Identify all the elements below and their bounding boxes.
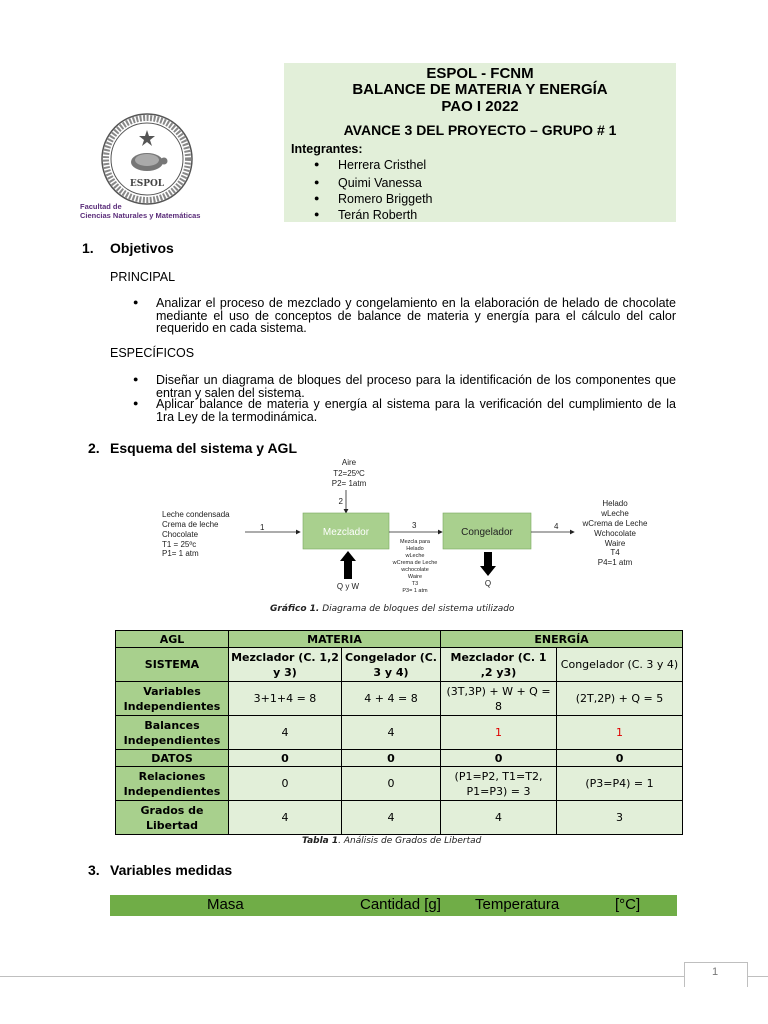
outlet-line: P4=1 atm [597,558,633,567]
table-cell: 4 [342,801,441,835]
heat-output-arrow-shaft [484,552,492,566]
table-cell: 0 [342,750,441,767]
inlet-line: Crema de leche [162,520,219,529]
section-title: Objetivos [110,240,174,256]
table-cell: 0 [229,750,342,767]
section-1-heading [0,240,768,258]
bullet-icon: ● [314,177,320,187]
project-title: AVANCE 3 DEL PROYECTO – GRUPO # 1 [343,122,617,138]
column-header-temperatura: Temperatura [475,896,560,913]
freezer-label: Congelador [461,527,513,538]
row-label: Variables Independientes [116,682,229,716]
principal-label: PRINCIPAL [110,270,176,284]
bullet-icon: ● [314,159,320,169]
members-label: Integrantes: [291,142,363,156]
inlet-line: P1= 1 atm [162,549,199,558]
outlet-line: wLeche [601,509,629,518]
table-cell: (P3=P4) = 1 [557,767,683,801]
table-cell: (P1=P2, T1=T2, P1=P3) = 3 [441,767,557,801]
section-number: 1. [82,240,94,256]
row-label: Balances Independientes [116,716,229,750]
stream-3-number: 3 [412,521,417,530]
mix-line: Helado [406,546,424,552]
outlet-line: Wchocolate [594,529,636,538]
institution-title: ESPOL - FCNM [426,65,534,82]
bullet-icon: ● [133,374,139,384]
stream-4-number: 4 [554,522,559,531]
table-cell: 0 [342,767,441,801]
caption-bold: Gráfico 1. [270,604,320,614]
header-box [284,63,676,222]
block-diagram [150,455,670,600]
table-cell: 1 [441,716,557,750]
mix-line: T3 [411,581,419,587]
table-cell: 3+1+4 = 8 [229,682,342,716]
table-cell: 4 [229,716,342,750]
section-title: Esquema del sistema y AGL [110,440,297,456]
column-header-unit: [°C] [615,896,641,913]
principal-objective: Analizar el proceso de mezclado y congelamiento en la elaboración de helado de chocolate mediante el uso de conceptos de balance de materia y energía para el cálculo del calor requerido en cada sistema. [156,296,676,335]
faculty-name-line2: Ciencias Naturales y Matemáticas [80,211,201,220]
table-cell: 4 [229,801,342,835]
header-cell-energia: ENERGÍA [441,631,683,648]
table-row [116,767,683,801]
mix-line: wchocolate [401,567,429,573]
page-number: 1 [711,966,719,978]
header-cell-agl: AGL [116,631,229,648]
air-pressure: P2= 1atm [331,479,367,488]
bullet-icon: ● [133,297,139,307]
section-number: 2. [88,440,100,456]
table-cell: 1 [557,716,683,750]
table-row [116,716,683,750]
table-row [116,682,683,716]
especificos-label: ESPECÍFICOS [110,346,195,360]
air-temp: T2=25ºC [333,469,365,478]
bullet-icon: ● [314,209,320,219]
table-cell: 4 + 4 = 8 [342,682,441,716]
inlet-line: Leche condensada [162,510,230,519]
mix-line: P3= 1 atm [402,588,428,594]
air-label: Aire [341,458,357,467]
heat-output-arrow-icon [480,566,496,576]
system-cell: Mezclador (C. 1 ,2 y3) [441,648,557,682]
agl-table [115,630,683,835]
table-caption [302,836,481,846]
outlet-line: wCrema de Leche [582,519,648,528]
seal-text: ESPOL [129,179,165,189]
table-cell: 4 [342,716,441,750]
table-cell: (3T,3P) + W + Q = 8 [441,682,557,716]
mix-line: wLeche [405,553,425,559]
caption-bold: Tabla 1 [302,836,339,846]
caption-text: Diagrama de bloques del sistema utilizado [319,604,515,614]
member-item: Quimi Vanessa [338,176,422,190]
member-item: Terán Roberth [338,208,418,222]
row-label: DATOS [116,750,229,767]
row-label: Relaciones Independientes [116,767,229,801]
table-row [116,648,683,682]
mix-line: Waire [407,574,423,580]
table-row [116,750,683,767]
row-label: Grados de Libertad [116,801,229,835]
table-cell: 0 [229,767,342,801]
energy-input-label: Q y W [336,582,360,591]
outlet-line: T4 [610,548,620,557]
bullet-icon: ● [314,193,320,203]
inlet-line: Chocolate [162,530,199,539]
header-cell-materia: MATERIA [229,631,441,648]
system-cell: Mezclador (C. 1,2 y 3) [229,648,342,682]
table-row [116,801,683,835]
table-cell: 0 [441,750,557,767]
specific-objective: Diseñar un diagrama de bloques del proceso para la identificación de los componentes que entran y salen del sistema. [156,373,676,400]
table-header-row [116,631,683,648]
mix-line: wCrema de Leche [392,560,438,566]
table-cell: 0 [557,750,683,767]
stream-2-number: 2 [338,497,343,506]
table-cell: 3 [557,801,683,835]
stream-1-number: 1 [260,523,265,532]
section-number: 3. [88,862,100,878]
term-title: PAO I 2022 [441,98,519,115]
member-item: Herrera Cristhel [338,158,427,172]
row-label: SISTEMA [116,648,229,682]
table-cell: 4 [441,801,557,835]
bullet-icon: ● [133,398,139,408]
section-3-heading [0,862,768,880]
course-title: BALANCE DE MATERIA Y ENERGÍA [352,81,608,98]
system-cell: Congelador (C. 3 y 4) [342,648,441,682]
footer-rule [0,976,768,977]
table-cell: (2T,2P) + Q = 5 [557,682,683,716]
mixer-label: Mezclador [322,527,370,538]
measured-variables-header [110,895,677,916]
system-cell: Congelador (C. 3 y 4) [557,648,683,682]
member-item: Romero Briggeth [338,192,433,206]
specific-objective: Aplicar balance de materia y energía al sistema para la verificación del cumplimiento de la 1ra Ley de la termodinámica. [156,397,676,424]
outlet-line: Waire [604,539,626,548]
faculty-name-line1: Facultad de [80,202,122,211]
inlet-line: T1 = 25ºc [162,540,197,549]
mix-line: Mezcla para [400,539,430,545]
espol-seal-logo [100,112,194,206]
energy-input-arrow-icon [340,551,356,561]
energy-input-arrow-shaft [344,561,352,579]
column-header-cantidad: Cantidad [g] [360,896,441,913]
heat-output-label: Q [484,579,492,588]
caption-text: . Análisis de Grados de Libertad [338,836,482,846]
section-title: Variables medidas [110,862,233,878]
diagram-caption [270,604,514,614]
column-header-masa: Masa [207,896,244,913]
outlet-line: Helado [602,499,628,508]
